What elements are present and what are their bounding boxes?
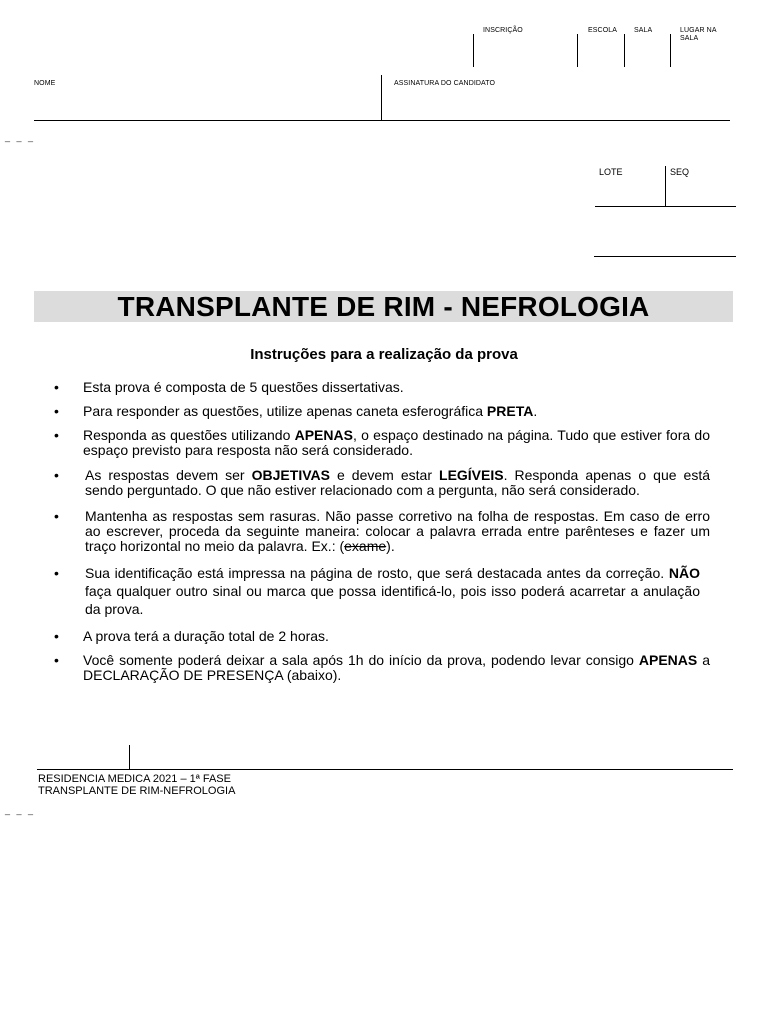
nome-signature-line (34, 120, 730, 121)
bullet: • (54, 652, 59, 668)
lote-seq-line (595, 206, 736, 207)
escola-label: ESCOLA (588, 27, 617, 34)
instruction-text: Você somente poderá deixar a sala após 1h do início da prova, podendo levar consigo APENAS a DECLARAÇÃO DE PRESENÇA (abaixo). (83, 652, 710, 683)
instruction-text: As respostas devem ser OBJETIVAS e devem estar LEGÍVEIS. Responda apenas o que está sendo perguntado. O que não estiver relacionado com a pergunta, não será considerado. (85, 467, 711, 498)
footer-line (37, 769, 733, 770)
footer-line-1: RESIDENCIA MEDICA 2021 – 1ª FASE (38, 773, 231, 785)
divider (577, 34, 578, 67)
bullet: • (54, 403, 59, 419)
inscricao-label: INSCRIÇÃO (483, 27, 523, 34)
sala-label: SALA (634, 27, 653, 34)
instruction-text: Responda as questões utilizando APENAS, o espaço destinado na página. Tudo que estiver fora do espaço previsto para resposta não será considerado. (83, 427, 710, 458)
bullet: • (54, 427, 59, 443)
nome-label: NOME (34, 80, 56, 87)
bullet: • (54, 467, 59, 483)
divider (381, 75, 382, 121)
bullet: • (54, 565, 59, 581)
bullet: • (54, 508, 59, 524)
footer-line-2: TRANSPLANTE DE RIM-NEFROLOGIA (38, 785, 236, 797)
instruction-text: Esta prova é composta de 5 questões dissertativas. (83, 379, 404, 395)
title-bar (34, 291, 733, 322)
cut-mark-bottom: _ _ _ (5, 805, 36, 815)
bullet: • (54, 628, 59, 644)
seq-label: SEQ (670, 167, 690, 177)
assinatura-label: ASSINATURA DO CANDIDATO (394, 80, 496, 87)
lugar-label-1: LUGAR NA (680, 27, 717, 34)
divider (473, 34, 474, 67)
lote-label: LOTE (599, 167, 623, 177)
page-title: TRANSPLANTE DE RIM - NEFROLOGIA (117, 291, 650, 322)
instructions-heading: Instruções para a realização da prova (250, 346, 518, 363)
divider (670, 34, 671, 67)
divider (665, 166, 666, 207)
lugar-label-2: SALA (680, 35, 699, 42)
divider (129, 745, 130, 770)
instruction-text: Para responder as questões, utilize apenas caneta esferográfica PRETA. (83, 403, 538, 419)
cut-mark-top: _ _ _ (5, 132, 36, 142)
divider (624, 34, 625, 67)
lote-seq-bottom-line (594, 256, 736, 257)
bullet: • (54, 379, 59, 395)
instruction-text: A prova terá a duração total de 2 horas. (83, 628, 329, 644)
instruction-text: Mantenha as respostas sem rasuras. Não passe corretivo na folha de respostas. Em caso de erro ao escrever, proceda da seguinte maneira: colocar a palavra errada entre parênteses e fazer um traço horizontal no meio da palavra. Ex.: (exame). (85, 508, 710, 554)
instruction-text: Sua identificação está impressa na página de rosto, que será destacada antes da correção. NÃO faça qualquer outro sinal ou marca que possa identificá-lo, pois isso poderá acarretar a anulação da prova. (85, 565, 700, 617)
